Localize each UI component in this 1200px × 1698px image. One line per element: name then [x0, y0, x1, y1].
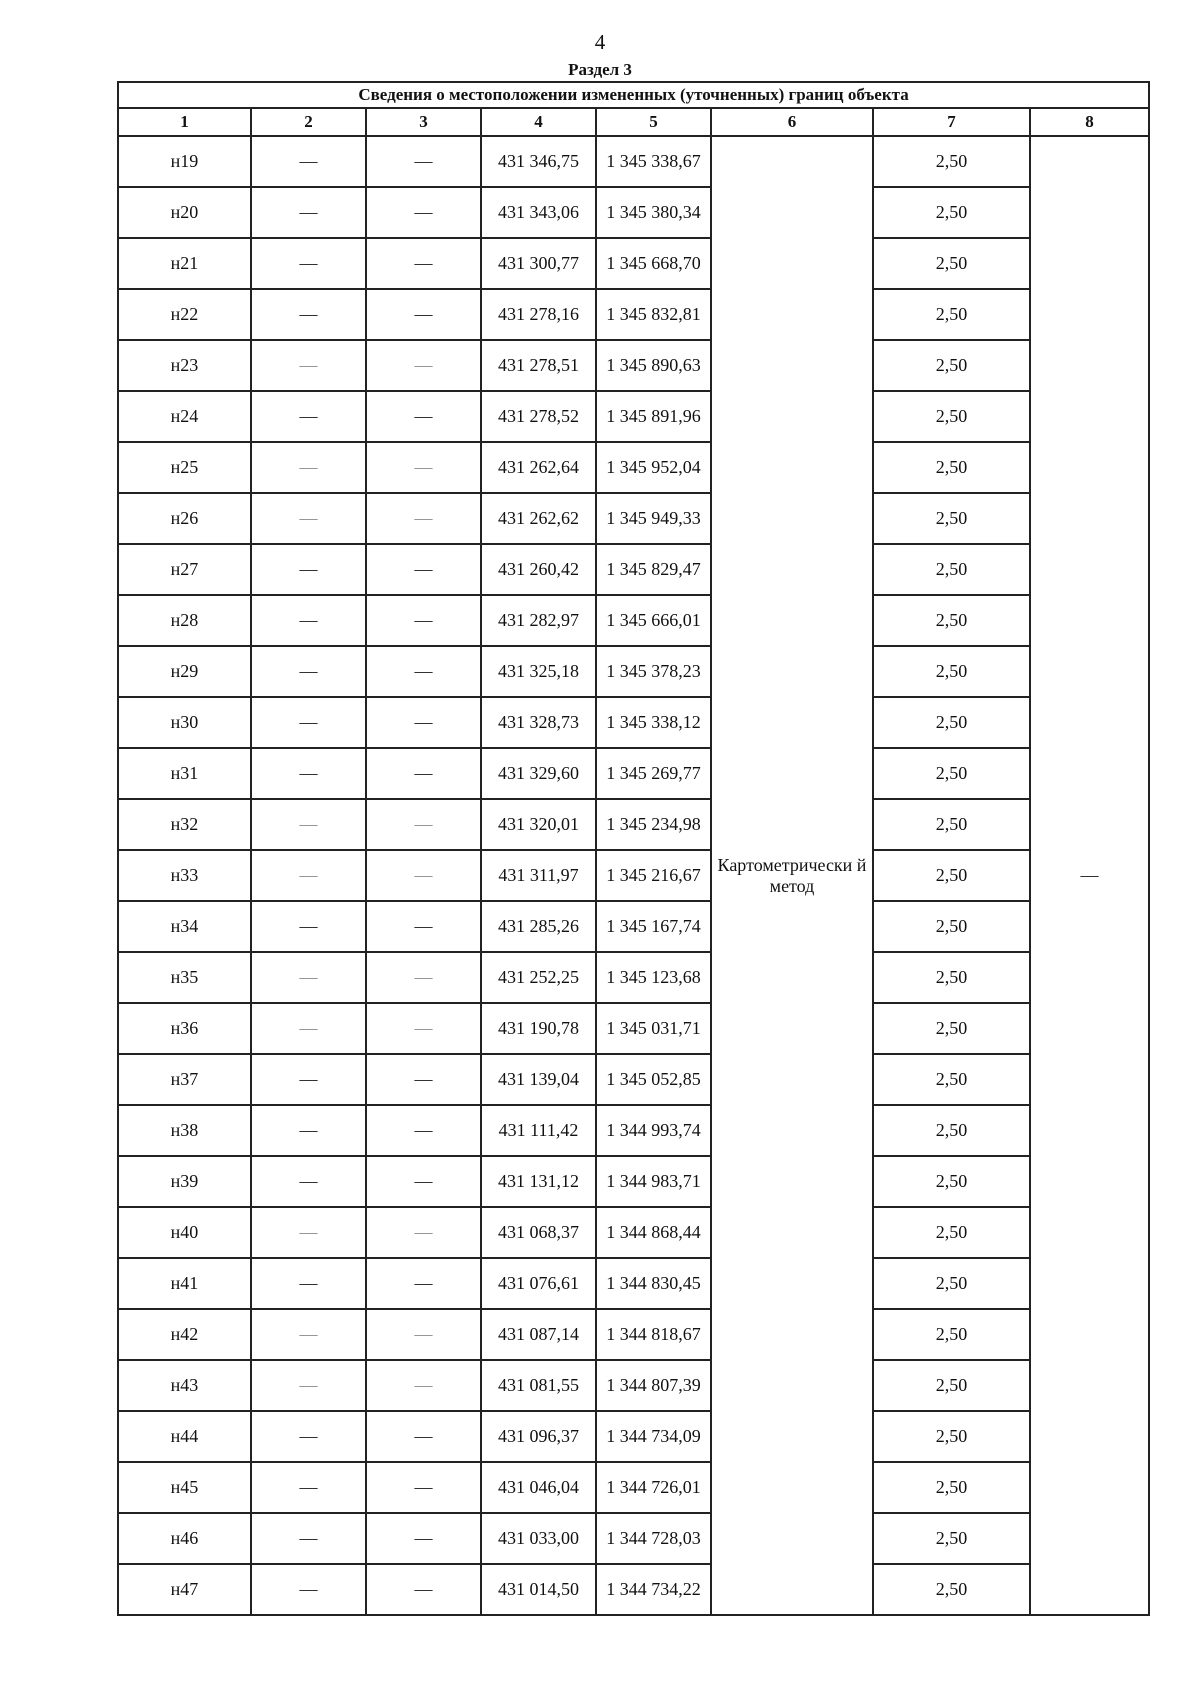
new-y-cell: 1 345 123,68 [596, 952, 711, 1003]
precision-cell: 2,50 [873, 1411, 1030, 1462]
old-y-cell: — [366, 1258, 481, 1309]
old-y-cell: — [366, 1462, 481, 1513]
new-y-cell: 1 345 031,71 [596, 1003, 711, 1054]
section-title: Раздел 3 [568, 60, 632, 79]
new-y-cell: 1 345 666,01 [596, 595, 711, 646]
new-x-cell: 431 278,52 [481, 391, 596, 442]
old-x-cell: — [251, 952, 366, 1003]
new-x-cell: 431 278,51 [481, 340, 596, 391]
column-number: 8 [1030, 108, 1149, 136]
point-name-cell: н30 [118, 697, 251, 748]
old-x-cell: — [251, 1105, 366, 1156]
table-caption-row [118, 82, 1149, 108]
new-y-cell: 1 345 052,85 [596, 1054, 711, 1105]
table-row [118, 1360, 1149, 1411]
new-x-cell: 431 329,60 [481, 748, 596, 799]
old-x-cell: — [251, 289, 366, 340]
point-name-cell: н33 [118, 850, 251, 901]
new-x-cell: 431 262,62 [481, 493, 596, 544]
point-name-cell: н43 [118, 1360, 251, 1411]
point-name-cell: н22 [118, 289, 251, 340]
table-row [118, 952, 1149, 1003]
point-name-cell: н37 [118, 1054, 251, 1105]
column-number: 3 [366, 108, 481, 136]
point-name-cell: н44 [118, 1411, 251, 1462]
precision-cell: 2,50 [873, 646, 1030, 697]
point-name-cell: н24 [118, 391, 251, 442]
old-x-cell: — [251, 1309, 366, 1360]
old-x-cell: — [251, 136, 366, 187]
old-x-cell: — [251, 340, 366, 391]
point-name-cell: н40 [118, 1207, 251, 1258]
method-cell: Картометрически й метод [711, 136, 873, 1615]
new-x-cell: 431 190,78 [481, 1003, 596, 1054]
old-y-cell: — [366, 1564, 481, 1615]
precision-cell: 2,50 [873, 1462, 1030, 1513]
new-x-cell: 431 278,16 [481, 289, 596, 340]
new-x-cell: 431 311,97 [481, 850, 596, 901]
column-number: 1 [118, 108, 251, 136]
old-y-cell: — [366, 340, 481, 391]
old-y-cell: — [366, 442, 481, 493]
point-name-cell: н28 [118, 595, 251, 646]
old-x-cell: — [251, 799, 366, 850]
coordinates-table [117, 81, 1150, 1616]
new-x-cell: 431 131,12 [481, 1156, 596, 1207]
old-x-cell: — [251, 748, 366, 799]
table-row [118, 646, 1149, 697]
point-name-cell: н27 [118, 544, 251, 595]
old-x-cell: — [251, 1207, 366, 1258]
precision-cell: 2,50 [873, 442, 1030, 493]
new-x-cell: 431 033,00 [481, 1513, 596, 1564]
old-x-cell: — [251, 1360, 366, 1411]
precision-cell: 2,50 [873, 799, 1030, 850]
table-row [118, 442, 1149, 493]
new-y-cell: 1 344 868,44 [596, 1207, 711, 1258]
point-name-cell: н36 [118, 1003, 251, 1054]
old-y-cell: — [366, 697, 481, 748]
old-x-cell: — [251, 1258, 366, 1309]
new-x-cell: 431 014,50 [481, 1564, 596, 1615]
old-y-cell: — [366, 1156, 481, 1207]
precision-cell: 2,50 [873, 1156, 1030, 1207]
point-name-cell: н38 [118, 1105, 251, 1156]
old-y-cell: — [366, 544, 481, 595]
table-row [118, 595, 1149, 646]
precision-cell: 2,50 [873, 748, 1030, 799]
new-y-cell: 1 345 378,23 [596, 646, 711, 697]
new-x-cell: 431 260,42 [481, 544, 596, 595]
old-y-cell: — [366, 391, 481, 442]
column-number: 7 [873, 108, 1030, 136]
old-x-cell: — [251, 646, 366, 697]
old-y-cell: — [366, 1360, 481, 1411]
new-y-cell: 1 345 949,33 [596, 493, 711, 544]
new-y-cell: 1 345 234,98 [596, 799, 711, 850]
old-x-cell: — [251, 1156, 366, 1207]
new-y-cell: 1 344 734,22 [596, 1564, 711, 1615]
point-name-cell: н32 [118, 799, 251, 850]
point-name-cell: н25 [118, 442, 251, 493]
new-x-cell: 431 081,55 [481, 1360, 596, 1411]
new-x-cell: 431 300,77 [481, 238, 596, 289]
precision-cell: 2,50 [873, 850, 1030, 901]
new-y-cell: 1 344 728,03 [596, 1513, 711, 1564]
precision-cell: 2,50 [873, 1564, 1030, 1615]
old-y-cell: — [366, 850, 481, 901]
new-y-cell: 1 344 818,67 [596, 1309, 711, 1360]
point-name-cell: н34 [118, 901, 251, 952]
table-row [118, 1105, 1149, 1156]
old-x-cell: — [251, 1462, 366, 1513]
old-x-cell: — [251, 442, 366, 493]
old-x-cell: — [251, 1564, 366, 1615]
table-row [118, 1258, 1149, 1309]
new-y-cell: 1 344 993,74 [596, 1105, 711, 1156]
new-y-cell: 1 344 983,71 [596, 1156, 711, 1207]
point-name-cell: н42 [118, 1309, 251, 1360]
new-y-cell: 1 345 338,12 [596, 697, 711, 748]
table-row [118, 493, 1149, 544]
old-y-cell: — [366, 136, 481, 187]
old-x-cell: — [251, 187, 366, 238]
column-number: 2 [251, 108, 366, 136]
new-x-cell: 431 076,61 [481, 1258, 596, 1309]
precision-cell: 2,50 [873, 697, 1030, 748]
new-y-cell: 1 344 734,09 [596, 1411, 711, 1462]
column-number: 4 [481, 108, 596, 136]
column-number: 6 [711, 108, 873, 136]
precision-cell: 2,50 [873, 1105, 1030, 1156]
old-y-cell: — [366, 748, 481, 799]
old-y-cell: — [366, 493, 481, 544]
precision-cell: 2,50 [873, 1309, 1030, 1360]
old-y-cell: — [366, 1207, 481, 1258]
point-name-cell: н20 [118, 187, 251, 238]
precision-cell: 2,50 [873, 1513, 1030, 1564]
column-number-row [118, 108, 1149, 136]
new-y-cell: 1 345 952,04 [596, 442, 711, 493]
table-row [118, 187, 1149, 238]
new-y-cell: 1 344 807,39 [596, 1360, 711, 1411]
precision-cell: 2,50 [873, 901, 1030, 952]
precision-cell: 2,50 [873, 1360, 1030, 1411]
point-name-cell: н23 [118, 340, 251, 391]
new-x-cell: 431 111,42 [481, 1105, 596, 1156]
table-row [118, 1513, 1149, 1564]
table-row [118, 1462, 1149, 1513]
old-x-cell: — [251, 1411, 366, 1462]
precision-cell: 2,50 [873, 544, 1030, 595]
old-y-cell: — [366, 1513, 481, 1564]
new-x-cell: 431 139,04 [481, 1054, 596, 1105]
precision-cell: 2,50 [873, 391, 1030, 442]
column-number: 5 [596, 108, 711, 136]
point-name-cell: н31 [118, 748, 251, 799]
table-row [118, 1207, 1149, 1258]
new-x-cell: 431 087,14 [481, 1309, 596, 1360]
old-x-cell: — [251, 1003, 366, 1054]
point-name-cell: н19 [118, 136, 251, 187]
new-x-cell: 431 320,01 [481, 799, 596, 850]
new-x-cell: 431 328,73 [481, 697, 596, 748]
precision-cell: 2,50 [873, 1054, 1030, 1105]
precision-cell: 2,50 [873, 1003, 1030, 1054]
new-y-cell: 1 344 830,45 [596, 1258, 711, 1309]
new-x-cell: 431 252,25 [481, 952, 596, 1003]
point-name-cell: н21 [118, 238, 251, 289]
old-y-cell: — [366, 646, 481, 697]
new-y-cell: 1 345 832,81 [596, 289, 711, 340]
table-row [118, 1564, 1149, 1615]
old-y-cell: — [366, 1411, 481, 1462]
new-x-cell: 431 282,97 [481, 595, 596, 646]
new-y-cell: 1 344 726,01 [596, 1462, 711, 1513]
old-y-cell: — [366, 799, 481, 850]
table-row [118, 391, 1149, 442]
new-x-cell: 431 262,64 [481, 442, 596, 493]
old-x-cell: — [251, 391, 366, 442]
table-row [118, 850, 1149, 901]
new-y-cell: 1 345 829,47 [596, 544, 711, 595]
table-row [118, 697, 1149, 748]
table-row [118, 799, 1149, 850]
point-name-cell: н29 [118, 646, 251, 697]
table-row [118, 136, 1149, 187]
table-body [118, 136, 1149, 1615]
point-name-cell: н47 [118, 1564, 251, 1615]
precision-cell: 2,50 [873, 136, 1030, 187]
precision-cell: 2,50 [873, 289, 1030, 340]
old-y-cell: — [366, 1054, 481, 1105]
new-y-cell: 1 345 338,67 [596, 136, 711, 187]
column8-cell: — [1030, 136, 1149, 1615]
new-x-cell: 431 343,06 [481, 187, 596, 238]
old-x-cell: — [251, 1054, 366, 1105]
old-x-cell: — [251, 1513, 366, 1564]
old-x-cell: — [251, 901, 366, 952]
table-row [118, 1003, 1149, 1054]
precision-cell: 2,50 [873, 238, 1030, 289]
old-y-cell: — [366, 187, 481, 238]
table-row [118, 1411, 1149, 1462]
old-x-cell: — [251, 544, 366, 595]
precision-cell: 2,50 [873, 493, 1030, 544]
new-x-cell: 431 046,04 [481, 1462, 596, 1513]
point-name-cell: н39 [118, 1156, 251, 1207]
old-x-cell: — [251, 697, 366, 748]
point-name-cell: н46 [118, 1513, 251, 1564]
table-row [118, 1054, 1149, 1105]
old-x-cell: — [251, 493, 366, 544]
precision-cell: 2,50 [873, 1258, 1030, 1309]
table-row [118, 544, 1149, 595]
old-y-cell: — [366, 1105, 481, 1156]
new-x-cell: 431 346,75 [481, 136, 596, 187]
old-y-cell: — [366, 1309, 481, 1360]
new-y-cell: 1 345 167,74 [596, 901, 711, 952]
table-row [118, 289, 1149, 340]
point-name-cell: н35 [118, 952, 251, 1003]
table-row [118, 1156, 1149, 1207]
new-x-cell: 431 285,26 [481, 901, 596, 952]
table-row [118, 901, 1149, 952]
new-y-cell: 1 345 668,70 [596, 238, 711, 289]
old-y-cell: — [366, 238, 481, 289]
new-y-cell: 1 345 269,77 [596, 748, 711, 799]
new-y-cell: 1 345 216,67 [596, 850, 711, 901]
old-y-cell: — [366, 595, 481, 646]
table-row [118, 748, 1149, 799]
old-x-cell: — [251, 850, 366, 901]
new-x-cell: 431 096,37 [481, 1411, 596, 1462]
old-x-cell: — [251, 595, 366, 646]
precision-cell: 2,50 [873, 952, 1030, 1003]
table-caption: Сведения о местоположении измененных (уточненных) границ объекта [118, 82, 1149, 108]
old-y-cell: — [366, 1003, 481, 1054]
new-y-cell: 1 345 891,96 [596, 391, 711, 442]
old-x-cell: — [251, 238, 366, 289]
table-row [118, 340, 1149, 391]
precision-cell: 2,50 [873, 340, 1030, 391]
new-x-cell: 431 068,37 [481, 1207, 596, 1258]
point-name-cell: н41 [118, 1258, 251, 1309]
table-row [118, 238, 1149, 289]
old-y-cell: — [366, 289, 481, 340]
new-y-cell: 1 345 380,34 [596, 187, 711, 238]
page-number: 4 [594, 30, 606, 54]
table-row [118, 1309, 1149, 1360]
precision-cell: 2,50 [873, 1207, 1030, 1258]
precision-cell: 2,50 [873, 187, 1030, 238]
new-y-cell: 1 345 890,63 [596, 340, 711, 391]
precision-cell: 2,50 [873, 595, 1030, 646]
old-y-cell: — [366, 901, 481, 952]
point-name-cell: н26 [118, 493, 251, 544]
old-y-cell: — [366, 952, 481, 1003]
new-x-cell: 431 325,18 [481, 646, 596, 697]
point-name-cell: н45 [118, 1462, 251, 1513]
